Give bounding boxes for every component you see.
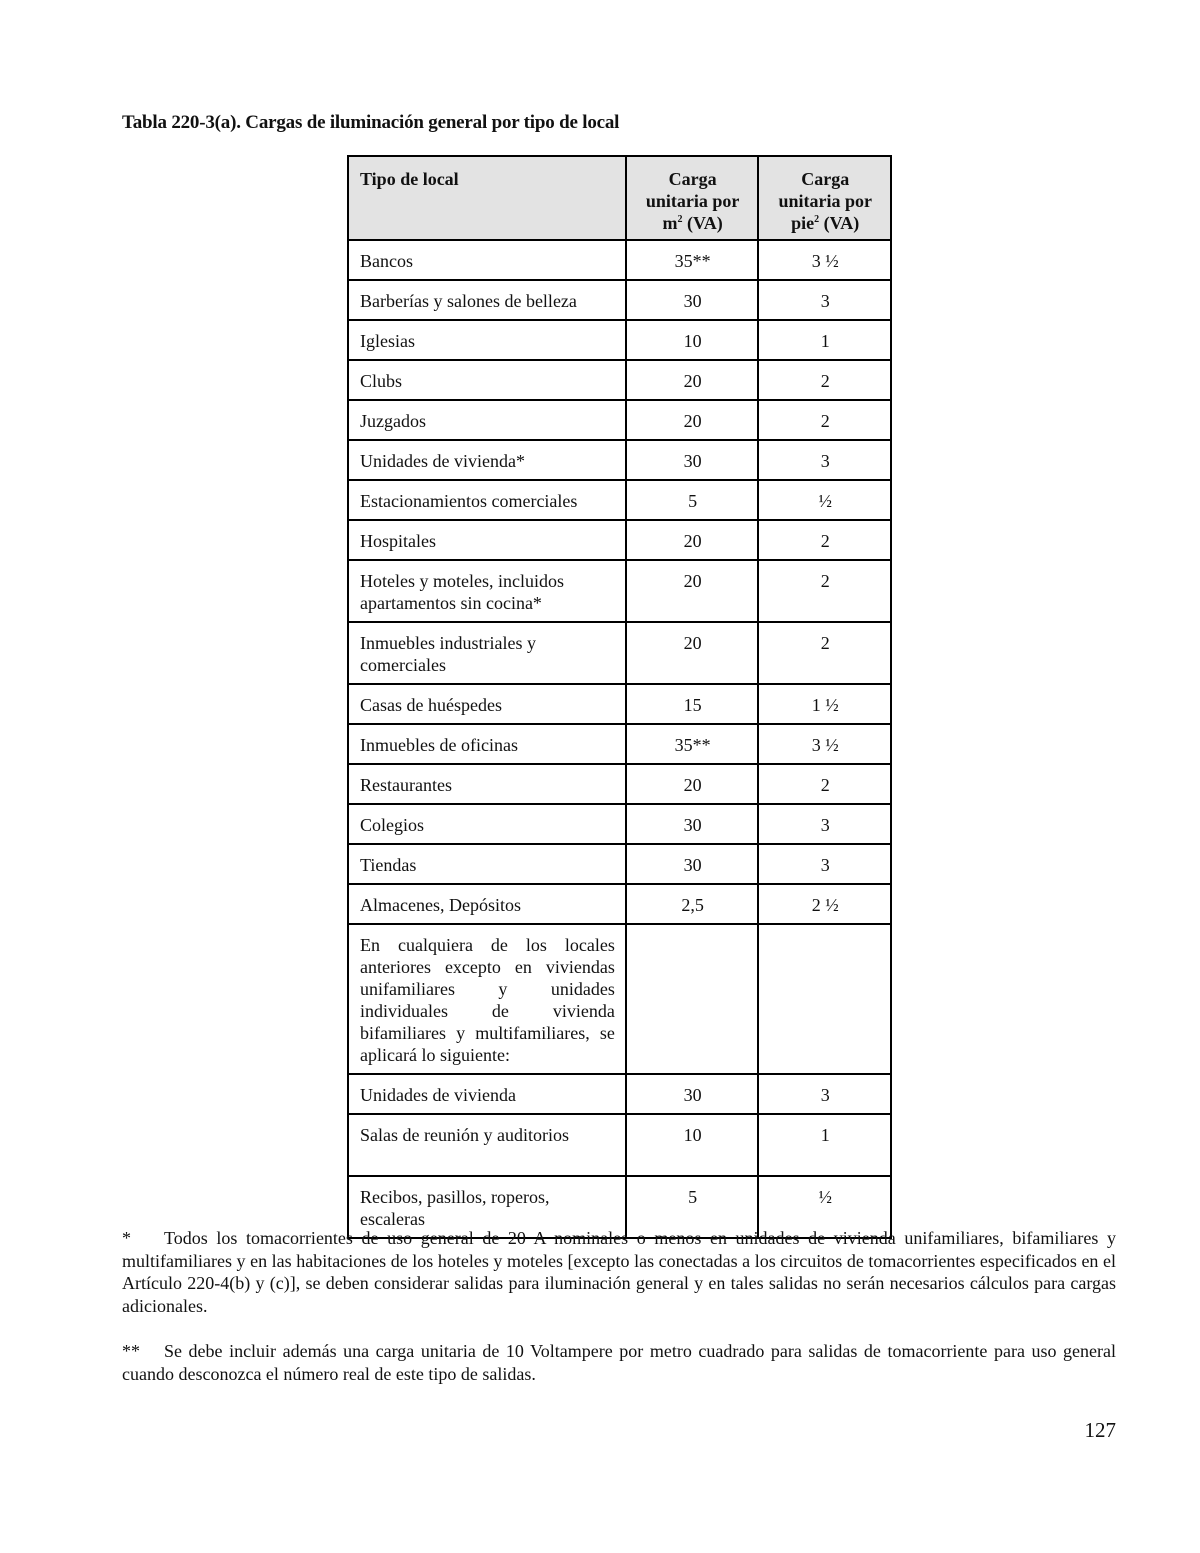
table-row	[348, 724, 891, 764]
cell-m2: 2,5	[626, 884, 759, 924]
table-row	[348, 360, 891, 400]
table-row	[348, 764, 891, 804]
cell-tipo: Inmuebles industriales y comerciales	[348, 622, 626, 684]
cell-tipo: Hospitales	[348, 520, 626, 560]
table-row	[348, 1114, 891, 1176]
cell-tipo: Unidades de vivienda	[348, 1074, 626, 1114]
cell-pie: 1	[758, 1114, 891, 1176]
table-row	[348, 924, 891, 1074]
cell-tipo: Colegios	[348, 804, 626, 844]
table-row	[348, 320, 891, 360]
table-row	[348, 684, 891, 724]
cell-m2: 10	[626, 320, 759, 360]
cell-m2: 5	[626, 1176, 759, 1238]
table-row	[348, 280, 891, 320]
cell-m2: 15	[626, 684, 759, 724]
cell-pie: 2	[758, 520, 891, 560]
table-row	[348, 440, 891, 480]
cell-m2: 20	[626, 520, 759, 560]
cell-tipo: Iglesias	[348, 320, 626, 360]
cell-pie	[758, 924, 891, 1074]
header-m2-unit: (VA)	[682, 213, 723, 233]
cell-tipo: Hoteles y moteles, incluidos apartamentos sin cocina*	[348, 560, 626, 622]
table-title: Tabla 220-3(a). Cargas de iluminación general por tipo de local	[122, 112, 620, 133]
header-m2-label: Carga unitaria por m	[645, 169, 740, 233]
cell-m2: 20	[626, 560, 759, 622]
table-row	[348, 1074, 891, 1114]
table-row	[348, 520, 891, 560]
cell-tipo: Almacenes, Depósitos	[348, 884, 626, 924]
cell-tipo: Restaurantes	[348, 764, 626, 804]
table-row	[348, 480, 891, 520]
cell-pie: 2	[758, 400, 891, 440]
table-row	[348, 884, 891, 924]
cell-pie: 2 ½	[758, 884, 891, 924]
header-pie-label: Carga unitaria por pie	[778, 169, 872, 233]
cell-tipo: Inmuebles de oficinas	[348, 724, 626, 764]
cell-pie: 3	[758, 440, 891, 480]
page-number: 127	[1084, 1418, 1116, 1442]
table-row	[348, 240, 891, 280]
cell-tipo: Estacionamientos comerciales	[348, 480, 626, 520]
cell-m2: 35**	[626, 240, 759, 280]
cell-pie: 3 ½	[758, 724, 891, 764]
table-row	[348, 622, 891, 684]
cell-m2: 20	[626, 622, 759, 684]
table-row	[348, 400, 891, 440]
cell-tipo: Bancos	[348, 240, 626, 280]
cell-tipo: Clubs	[348, 360, 626, 400]
cell-m2: 30	[626, 1074, 759, 1114]
footnote-mark: *	[122, 1228, 131, 1248]
cell-m2: 20	[626, 360, 759, 400]
cell-tipo: En cualquiera de los locales anteriores excepto en viviendas unifamiliares y unidades individuales de vivienda bifamiliares y multifamiliares, se aplicará lo siguiente:	[348, 924, 626, 1074]
footnote-text: Se debe incluir además una carga unitaria de 10 Voltampere por metro cuadrado para salidas de tomacorriente para uso general cuando desconozca el número real de este tipo de salidas.	[122, 1341, 1116, 1384]
table-row	[348, 804, 891, 844]
cell-m2: 10	[626, 1114, 759, 1176]
cell-tipo: Casas de huéspedes	[348, 684, 626, 724]
cell-pie: 2	[758, 360, 891, 400]
cell-m2: 20	[626, 400, 759, 440]
cell-m2: 30	[626, 440, 759, 480]
table-row	[348, 844, 891, 884]
footnote-text: Todos los tomacorrientes de uso general de 20 A nominales o menos en unidades de vivienda unifamiliares, bifamiliares y multifamiliares y en las habitaciones de los hoteles y moteles [excepto las conectadas a los circuitos de tomacorrientes especificados en el Artículo 220-4(b) y (c)], se deben considerar salidas para iluminación general y en tales salidas no serán necesarios cálculos para cargas adicionales.	[122, 1228, 1116, 1316]
cell-tipo: Unidades de vivienda*	[348, 440, 626, 480]
cell-m2: 30	[626, 804, 759, 844]
cell-pie: 3 ½	[758, 240, 891, 280]
header-pie-unit: (VA)	[819, 213, 860, 233]
cell-pie: 2	[758, 622, 891, 684]
cell-pie: 3	[758, 844, 891, 884]
cell-pie: 3	[758, 280, 891, 320]
header-carga-m2	[626, 156, 759, 240]
header-tipo: Tipo de local	[348, 156, 626, 240]
cell-pie: 2	[758, 560, 891, 622]
table-header-row	[348, 156, 891, 240]
cell-pie: 3	[758, 1074, 891, 1114]
cell-pie: 2	[758, 764, 891, 804]
cell-m2: 35**	[626, 724, 759, 764]
footnote-single-asterisk	[122, 1227, 1116, 1317]
cell-pie: ½	[758, 1176, 891, 1238]
cell-pie: 1	[758, 320, 891, 360]
cell-m2	[626, 924, 759, 1074]
cell-m2: 20	[626, 764, 759, 804]
cell-pie: 3	[758, 804, 891, 844]
footnote-mark: **	[122, 1341, 140, 1361]
cell-tipo: Salas de reunión y auditorios	[348, 1114, 626, 1176]
cell-tipo: Barberías y salones de belleza	[348, 280, 626, 320]
cell-m2: 30	[626, 844, 759, 884]
cell-pie: 1 ½	[758, 684, 891, 724]
cell-pie: ½	[758, 480, 891, 520]
cell-tipo: Juzgados	[348, 400, 626, 440]
footnote-double-asterisk	[122, 1340, 1116, 1385]
cell-tipo: Recibos, pasillos, roperos, escaleras	[348, 1176, 626, 1238]
table-row	[348, 560, 891, 622]
loads-table	[347, 155, 892, 1239]
cell-m2: 5	[626, 480, 759, 520]
header-m2-sup: 2	[677, 214, 683, 225]
cell-tipo: Tiendas	[348, 844, 626, 884]
cell-m2: 30	[626, 280, 759, 320]
header-carga-pie	[758, 156, 891, 240]
header-pie-sup: 2	[814, 214, 820, 225]
